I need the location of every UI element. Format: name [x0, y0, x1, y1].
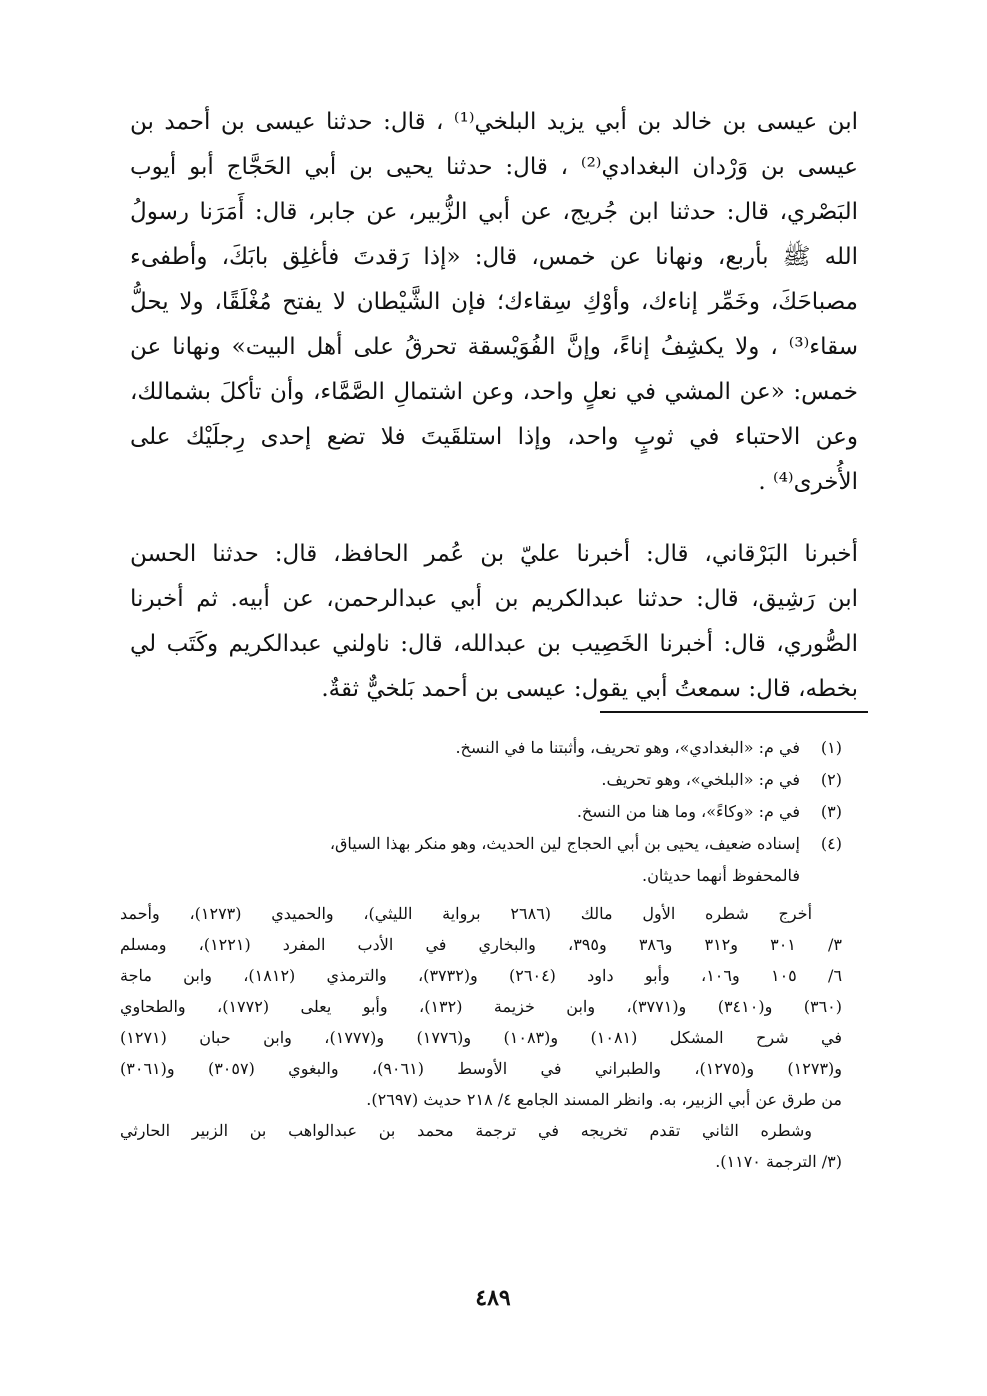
footnote-line: في م: «وكاءً»، وما هنا من النسخ. — [576, 802, 800, 821]
footnote-3 — [120, 796, 842, 828]
footnotes — [120, 732, 842, 892]
text-line: سقاء⁽³⁾ ، ولا يكشِفُ إناءً، وإنَّ الفُوَيْسقة تحرقُ على أهل البيت» ونهانا عن — [130, 334, 858, 360]
text-line: الصُّوري، قال: أخبرنا الخَصِيب بن عبدالله، قال: ناولني عبدالكريم وكَتَب لي — [130, 631, 858, 657]
text-line: خمس: «عن المشي في نعلٍ واحد، وعن اشتمالِ الصَّمَّاء، وأن تأكلَ بشمالك، — [130, 379, 858, 405]
takhrij-block — [120, 898, 842, 1177]
footnote-body — [120, 796, 800, 828]
takhrij-line: (٣/ الترجمة ١١٧٠). — [715, 1152, 842, 1171]
takhrij-line: ٦/ ١٠٥ و١٠٦، وأبو داود (٢٦٠٤) و(٣٧٣٢)، والترمذي (١٨١٢)، وابن ماجة — [120, 966, 842, 985]
takhrij-line: و(١٢٧٣) و(١٢٧٥)، والطبراني في الأوسط (٩٠٦١)، والبغوي (٣٠٥٧) و(٣٠٦١) — [120, 1059, 842, 1078]
footnote-number: (٣) — [820, 802, 842, 821]
footnote-line: فالمحفوظ أنهما حديثان. — [642, 866, 800, 885]
footnote-2 — [120, 764, 842, 796]
footnote-body — [120, 732, 800, 764]
page-number: ٤٨٩ — [475, 1285, 511, 1311]
takhrij-line: (٣٦٠) و(٣٤١٠) و(٣٧٧١)، وابن خزيمة (١٣٢)، وأبو يعلى (١٧٧٢)، والطحاوي — [120, 997, 842, 1016]
footnote-number: (١) — [820, 738, 842, 757]
text-line: ابن عيسى بن خالد بن أبي يزيد البلخي⁽¹⁾ ، قال: حدثنا عيسى بن أحمد بن — [130, 109, 858, 135]
footnote-body — [120, 764, 800, 796]
text-line: أخبرنا البَرْقاني، قال: أخبرنا عليّ بن عُمر الحافظ، قال: حدثنا الحسن — [130, 541, 858, 567]
footnote-body — [120, 828, 800, 892]
footnote-number: (٢) — [820, 770, 842, 789]
footnote-number: (٤) — [820, 834, 842, 853]
takhrij-line: وشطره الثاني تقدم تخريجه في ترجمة محمد بن عبدالواهب بن الزبير الحارثي — [120, 1121, 812, 1140]
text-line: بخطه، قال: سمعتُ أبي يقول: عيسى بن أحمد بَلخيٌّ ثقةٌ. — [321, 676, 858, 702]
text-line: عيسى بن وَرْدان البغدادي⁽²⁾ ، قال: حدثنا يحيى بن أبي الحَجَّاج أبو أيوب — [130, 154, 858, 180]
takhrij-line: في شرح المشكل (١٠٨١) و(١٠٨٣) و(١٧٧٦) و(١٧٧٧)، وابن حبان (١٢٧١) — [120, 1028, 842, 1047]
footnote-line: إسناده ضعيف، يحيى بن أبي الحجاج لين الحديث، وهو منكر بهذا السياق، — [329, 834, 800, 853]
takhrij-line: ٣/ ٣٠١ و٣١٢ و٣٨٦ و٣٩٥، والبخاري في الأدب المفرد (١٢٢١)، ومسلم — [120, 935, 842, 954]
footnote-line: في م: «البغدادي»، وهو تحريف، وأثبتنا ما في النسخ. — [455, 738, 800, 757]
text-line: الله ﷺ بأربع، ونهانا عن خمس، قال: «إذا رَقدتَ فأغلِق بابَكَ، وأطفىء — [130, 244, 858, 270]
footnote-divider — [600, 711, 868, 713]
footnote-1 — [120, 732, 842, 764]
takhrij-line: من طرق عن أبي الزبير، به. وانظر المسند الجامع ٤/ ٢١٨ حديث (٢٦٩٧). — [366, 1090, 842, 1109]
takhrij-line: أخرج شطره الأول مالك (٢٦٨٦ برواية الليثي)، والحميدي (١٢٧٣)، وأحمد — [120, 904, 813, 923]
text-line: وعن الاحتباء في ثوبٍ واحد، وإذا استلقَيتَ فلا تضع إحدى رِجلَيْك على — [130, 424, 858, 450]
main-paragraph-2 — [130, 532, 858, 712]
main-paragraph-1 — [130, 100, 858, 505]
footnote-4 — [120, 828, 842, 892]
text-line: مصباحَكَ، وخَمِّر إناءك، وأوْكِ سِقاءك؛ فإن الشَّيْطان لا يفتح مُغْلَقًا، ولا يحلُّ — [130, 289, 858, 315]
footnote-line: في م: «البلخي»، وهو تحريف. — [601, 770, 800, 789]
text-line: ابن رَشِيق، قال: حدثنا عبدالكريم بن أبي عبدالرحمن، عن أبيه. ثم أخبرنا — [130, 586, 858, 612]
text-line: الأُخرى⁽⁴⁾ . — [758, 469, 858, 495]
text-line: البَصْري، قال: حدثنا ابن جُريج، عن أبي الزُّبير، عن جابر، قال: أَمَرَنا رسولُ — [130, 199, 858, 225]
